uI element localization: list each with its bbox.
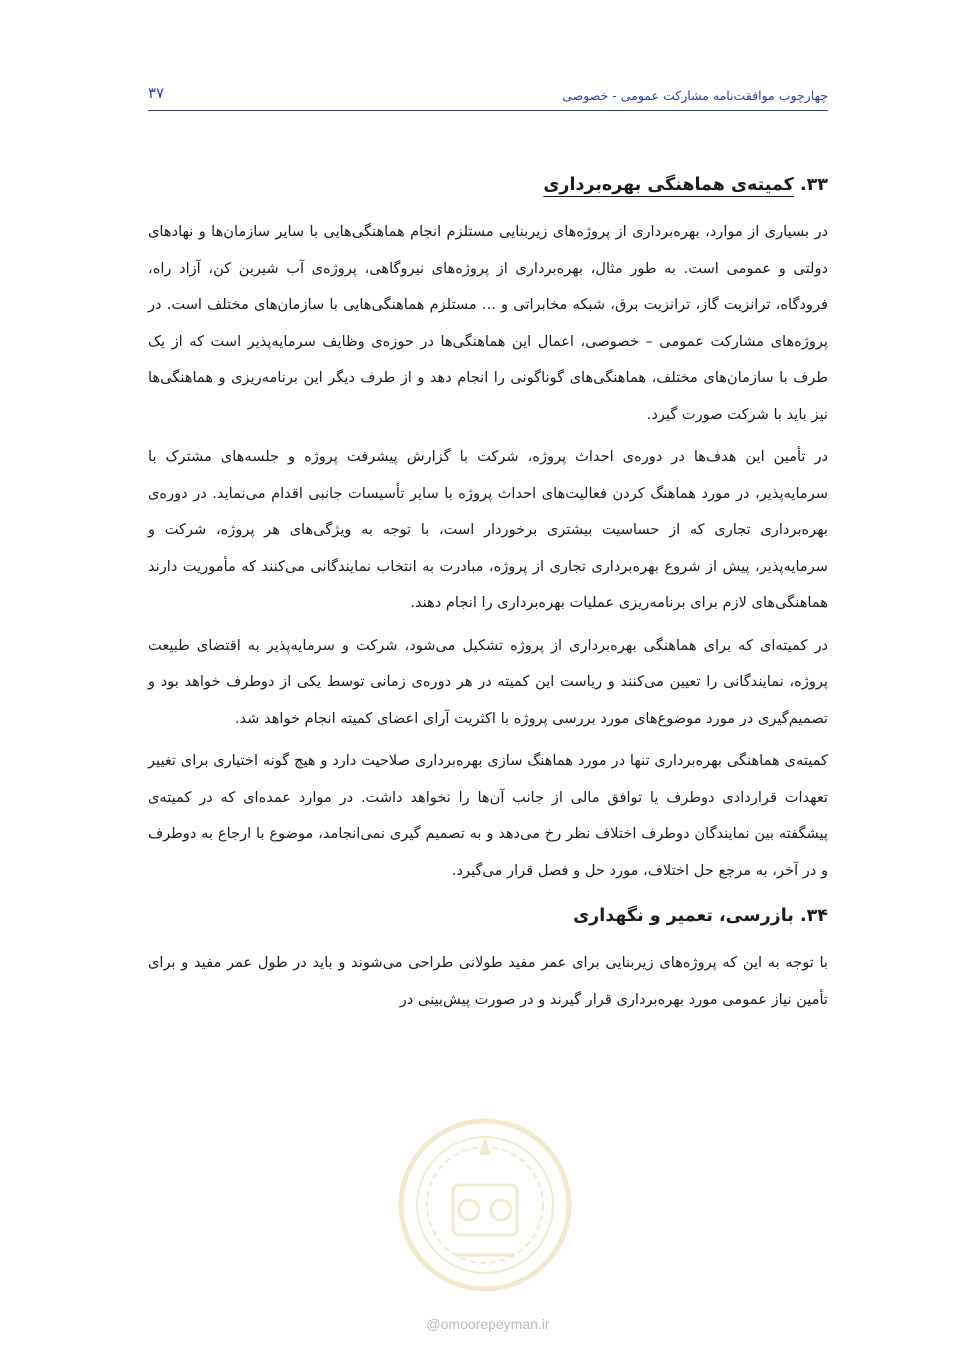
paragraph: کمیته‌ی هماهنگی بهره‌برداری تنها در مورد هماهنگ سازی بهره‌برداری صلاحیت دارد و هیچ گونه اختیاری برای تغییر تعهدات قراردادی دوطرف یا توافق مالی از جانب آن‌ها را نخواهد داشت. در موارد عمده‌ای که در کمیته‌ی پیشگفته بین نمایندگان دوطرف اختلاف نظر رخ می‌دهد و به تصمیم گیری نمی‌انجامد، موضوع با ارجاع به دوطرف و در آخر، به مرجع حل اختلاف، مورد حل و فصل قرار می‌گیرد.	[148, 752, 828, 879]
section-heading-34	[148, 899, 828, 933]
page-content	[148, 168, 828, 1024]
section-title: بازرسی، تعمیر و نگهداری	[573, 906, 794, 926]
page-number: ۳۷	[148, 84, 165, 102]
paragraph: در کمیته‌ای که برای هماهنگی بهره‌برداری از پروژه تشکیل می‌شود، شرکت و سرمایه‌پذیر به اقتضای طبیعت پروژه، نمایندگانی را تعیین می‌کنند و ریاست این کمیته در هر دوره‌ی زمانی توسط یکی از دوطرف خواهد بود و تصمیم‌گیری در مورد موضوع‌های مورد بررسی پروژه با اکثریت آرای اعضای کمیته انجام خواهد شد.	[148, 636, 828, 727]
footer-website: @omoorepeyman.ir	[426, 1316, 550, 1332]
page-header	[148, 84, 828, 111]
paragraph: با توجه به این که پروژه‌های زیربنایی برای عمر مفید طولانی طراحی می‌شوند و باید در طول عمر مفید و برای تأمین نیاز عمومی مورد بهره‌برداری قرار گیرند و در صورت پیش‌بینی در	[148, 954, 828, 1008]
header-title: چهارچوب موافقت‌نامه مشارکت عمومی - خصوصی	[562, 88, 828, 103]
paragraph: در تأمین این هدف‌ها در دوره‌ی احداث پروژه، شرکت با گزارش پیشرفت پروژه و جلسه‌های مشترک با سرمایه‌پذیر، در مورد هماهنگ کردن فعالیت‌های احداث پروژه با سایر تأسیسات جانبی اقدام می‌نماید. در دوره‌ی بهره‌برداری تجاری که از حساسیت بیشتری برخوردار است، با توجه به ویژگی‌های هر پروژه، شرکت و سرمایه‌پذیر، پیش از شروع بهره‌برداری تجاری از پروژه، مبادرت به انتخاب نمایندگانی می‌کنند که مأموریت دارند هماهنگی‌های لازم برای برنامه‌ریزی عملیات بهره‌برداری را انجام دهند.	[148, 448, 828, 611]
publisher-seal-watermark-icon	[395, 1115, 575, 1295]
section-heading-33	[148, 168, 828, 202]
section-number: ۳۳.	[799, 175, 828, 195]
section-number: ۳۴.	[799, 906, 828, 926]
section-title: کمیته‌ی هماهنگی بهره‌برداری	[543, 175, 794, 195]
paragraph: در بسیاری از موارد، بهره‌برداری از پروژه‌های زیربنایی مستلزم انجام هماهنگی‌هایی با سایر سازمان‌ها و نهادهای دولتی و عمومی است. به طور مثال، بهره‌برداری از پروژه‌های نیروگاهی، پروژه‌ی آب شیرین کن، آزاد راه، فرودگاه، ترانزیت گاز، ترانزیت برق، شبکه مخابراتی و ... مستلزم هماهنگی‌هایی با سازمان‌های مختلف است. در پروژه‌های مشارکت عمومی – خصوصی، اعمال این هماهنگی‌ها در حوزه‌ی وظایف سرمایه‌پذیر است که از یک طرف با سازمان‌های مختلف، هماهنگی‌های گوناگونی را انجام دهد و از طرف دیگر این برنامه‌ریزی و هماهنگی‌ها نیز باید با شرکت صورت گیرد.	[148, 223, 828, 423]
